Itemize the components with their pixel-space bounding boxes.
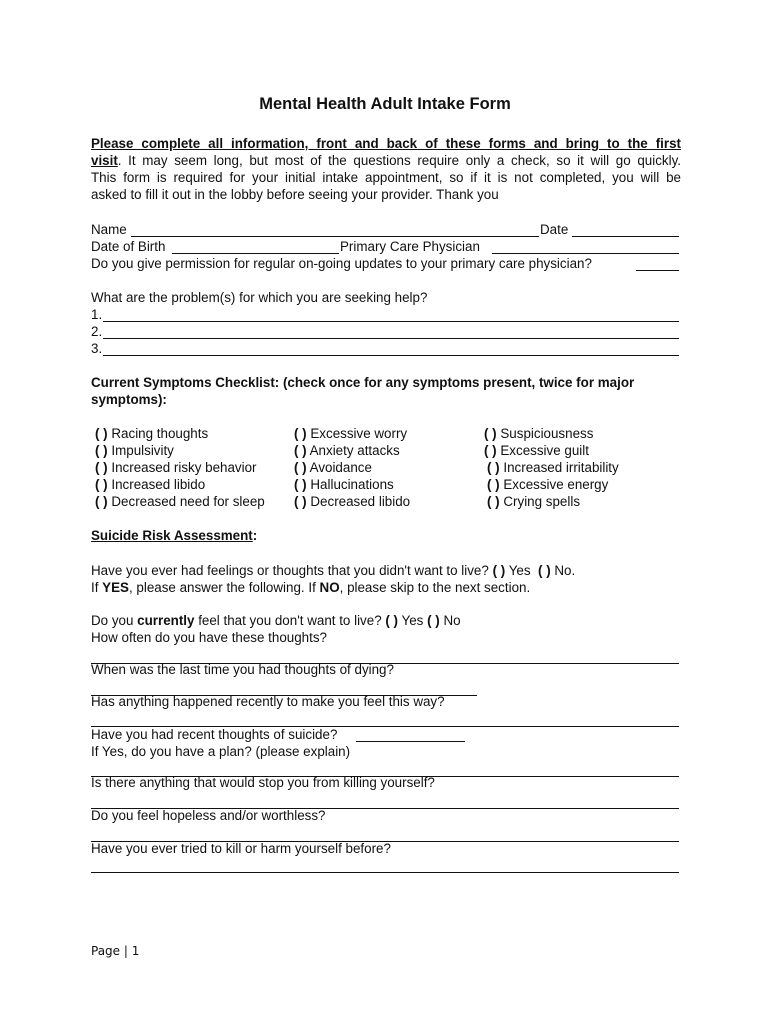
intro-line-2-rest: . It may seem long, but most of the questions require only a check, so it will go quickly.	[117, 153, 681, 168]
suicide-question-4: When was the last time you had thoughts of dying?	[91, 662, 394, 677]
permission-field[interactable]	[636, 270, 679, 271]
checkbox[interactable]: ( )	[487, 494, 500, 509]
checkbox[interactable]: ( )	[487, 460, 500, 475]
symptom-item[interactable]: ( ) Suspiciousness	[484, 426, 594, 441]
checkbox[interactable]: ( )	[95, 460, 108, 475]
checkbox[interactable]: ( )	[294, 477, 307, 492]
problem-field-3[interactable]	[103, 355, 679, 356]
page-number: Page | 1	[91, 944, 140, 958]
symptoms-heading-cont: symptoms):	[91, 392, 167, 407]
symptom-item[interactable]: ( ) Impulsivity	[95, 443, 174, 458]
symptom-item[interactable]: ( ) Excessive guilt	[484, 443, 589, 458]
permission-question: Do you give permission for regular on-going updates to your primary care physician?	[91, 256, 592, 271]
symptom-item[interactable]: ( ) Anxiety attacks	[294, 443, 400, 458]
symptom-item[interactable]: ( ) Hallucinations	[294, 477, 394, 492]
symptom-item[interactable]: ( ) Crying spells	[487, 494, 581, 509]
checkbox[interactable]: ( )	[484, 426, 497, 441]
checkbox[interactable]: ( )	[487, 477, 500, 492]
suicide-question-10: Have you ever tried to kill or harm yourself before?	[91, 841, 391, 856]
checkbox[interactable]: ( )	[95, 477, 108, 492]
intro-visit: visit	[91, 153, 118, 168]
yes-checkbox[interactable]: ( )	[385, 613, 399, 628]
answer-line-10[interactable]	[91, 872, 679, 873]
symptom-item[interactable]: ( ) Excessive energy	[487, 477, 609, 492]
symptom-item[interactable]: ( ) Increased risky behavior	[95, 460, 257, 475]
intro-paragraph	[91, 135, 681, 203]
no-checkbox[interactable]: ( )	[538, 563, 551, 578]
checkbox[interactable]: ( )	[95, 426, 108, 441]
checkbox[interactable]: ( )	[95, 494, 108, 509]
intro-line-4: asked to fill it out in the lobby before seeing your provider. Thank you	[91, 187, 499, 202]
pcp-field[interactable]	[492, 253, 679, 254]
problems-question: What are the problem(s) for which you are seeking help?	[91, 290, 428, 305]
symptom-item[interactable]: ( ) Avoidance	[294, 460, 372, 475]
symptoms-col-3	[484, 425, 619, 510]
suicide-question-5: Has anything happened recently to make you feel this way?	[91, 694, 445, 709]
suicide-question-2: Do you currently feel that you don't want to live? ( ) Yes ( ) No	[91, 613, 461, 628]
date-label: Date	[540, 222, 569, 237]
suicide-question-6: Have you had recent thoughts of suicide?	[91, 727, 338, 742]
problem-number-3: 3.	[91, 341, 103, 356]
symptom-item[interactable]: ( ) Decreased need for sleep	[95, 494, 265, 509]
checkbox[interactable]: ( )	[294, 426, 307, 441]
symptom-item[interactable]: ( ) Increased irritability	[487, 460, 619, 475]
symptom-item[interactable]: ( ) Racing thoughts	[95, 426, 209, 441]
intro-line-2	[91, 152, 681, 169]
checkbox[interactable]: ( )	[95, 443, 108, 458]
suicide-instructions: If YES, please answer the following. If NO, please skip to the next section.	[91, 580, 531, 595]
checkbox[interactable]: ( )	[484, 443, 497, 458]
suicide-question-1: Have you ever had feelings or thoughts that you didn't want to live? ( ) Yes ( ) No.	[91, 563, 576, 578]
date-field[interactable]	[572, 236, 679, 237]
symptoms-heading: Current Symptoms Checklist: (check once for any symptoms present, twice for major	[91, 375, 635, 390]
suicide-question-9: Do you feel hopeless and/or worthless?	[91, 808, 326, 823]
name-label: Name	[91, 222, 127, 237]
symptoms-col-1	[95, 425, 265, 510]
symptom-item[interactable]: ( ) Excessive worry	[294, 426, 408, 441]
symptom-item[interactable]: ( ) Increased libido	[95, 477, 206, 492]
checkbox[interactable]: ( )	[294, 443, 307, 458]
name-field[interactable]	[131, 236, 539, 237]
problem-field-2[interactable]	[103, 338, 679, 339]
problem-number-2: 2.	[91, 324, 103, 339]
checkbox[interactable]: ( )	[294, 460, 307, 475]
answer-line-6[interactable]	[356, 741, 465, 742]
checkbox[interactable]: ( )	[294, 494, 307, 509]
symptoms-col-2	[294, 425, 410, 510]
suicide-question-8: Is there anything that would stop you from killing yourself?	[91, 775, 435, 790]
no-checkbox[interactable]: ( )	[427, 613, 440, 628]
dob-label: Date of Birth	[91, 239, 166, 254]
symptom-item[interactable]: ( ) Decreased libido	[294, 494, 411, 509]
pcp-label: Primary Care Physician	[340, 239, 480, 254]
intro-line-3: This form is required for your initial intake appointment, so if it is not completed, you will be	[91, 170, 681, 185]
suicide-question-7: If Yes, do you have a plan? (please explain)	[91, 744, 351, 759]
problem-field-1[interactable]	[103, 321, 679, 322]
yes-checkbox[interactable]: ( )	[492, 563, 506, 578]
suicide-question-3: How often do you have these thoughts?	[91, 630, 327, 645]
problem-number-1: 1.	[91, 307, 103, 322]
intro-line-1: Please complete all information, front and back of these forms and bring to the first	[91, 136, 681, 151]
dob-field[interactable]	[172, 253, 339, 254]
suicide-section-heading: Suicide Risk Assessment:	[91, 528, 258, 543]
page-title: Mental Health Adult Intake Form	[259, 95, 511, 113]
